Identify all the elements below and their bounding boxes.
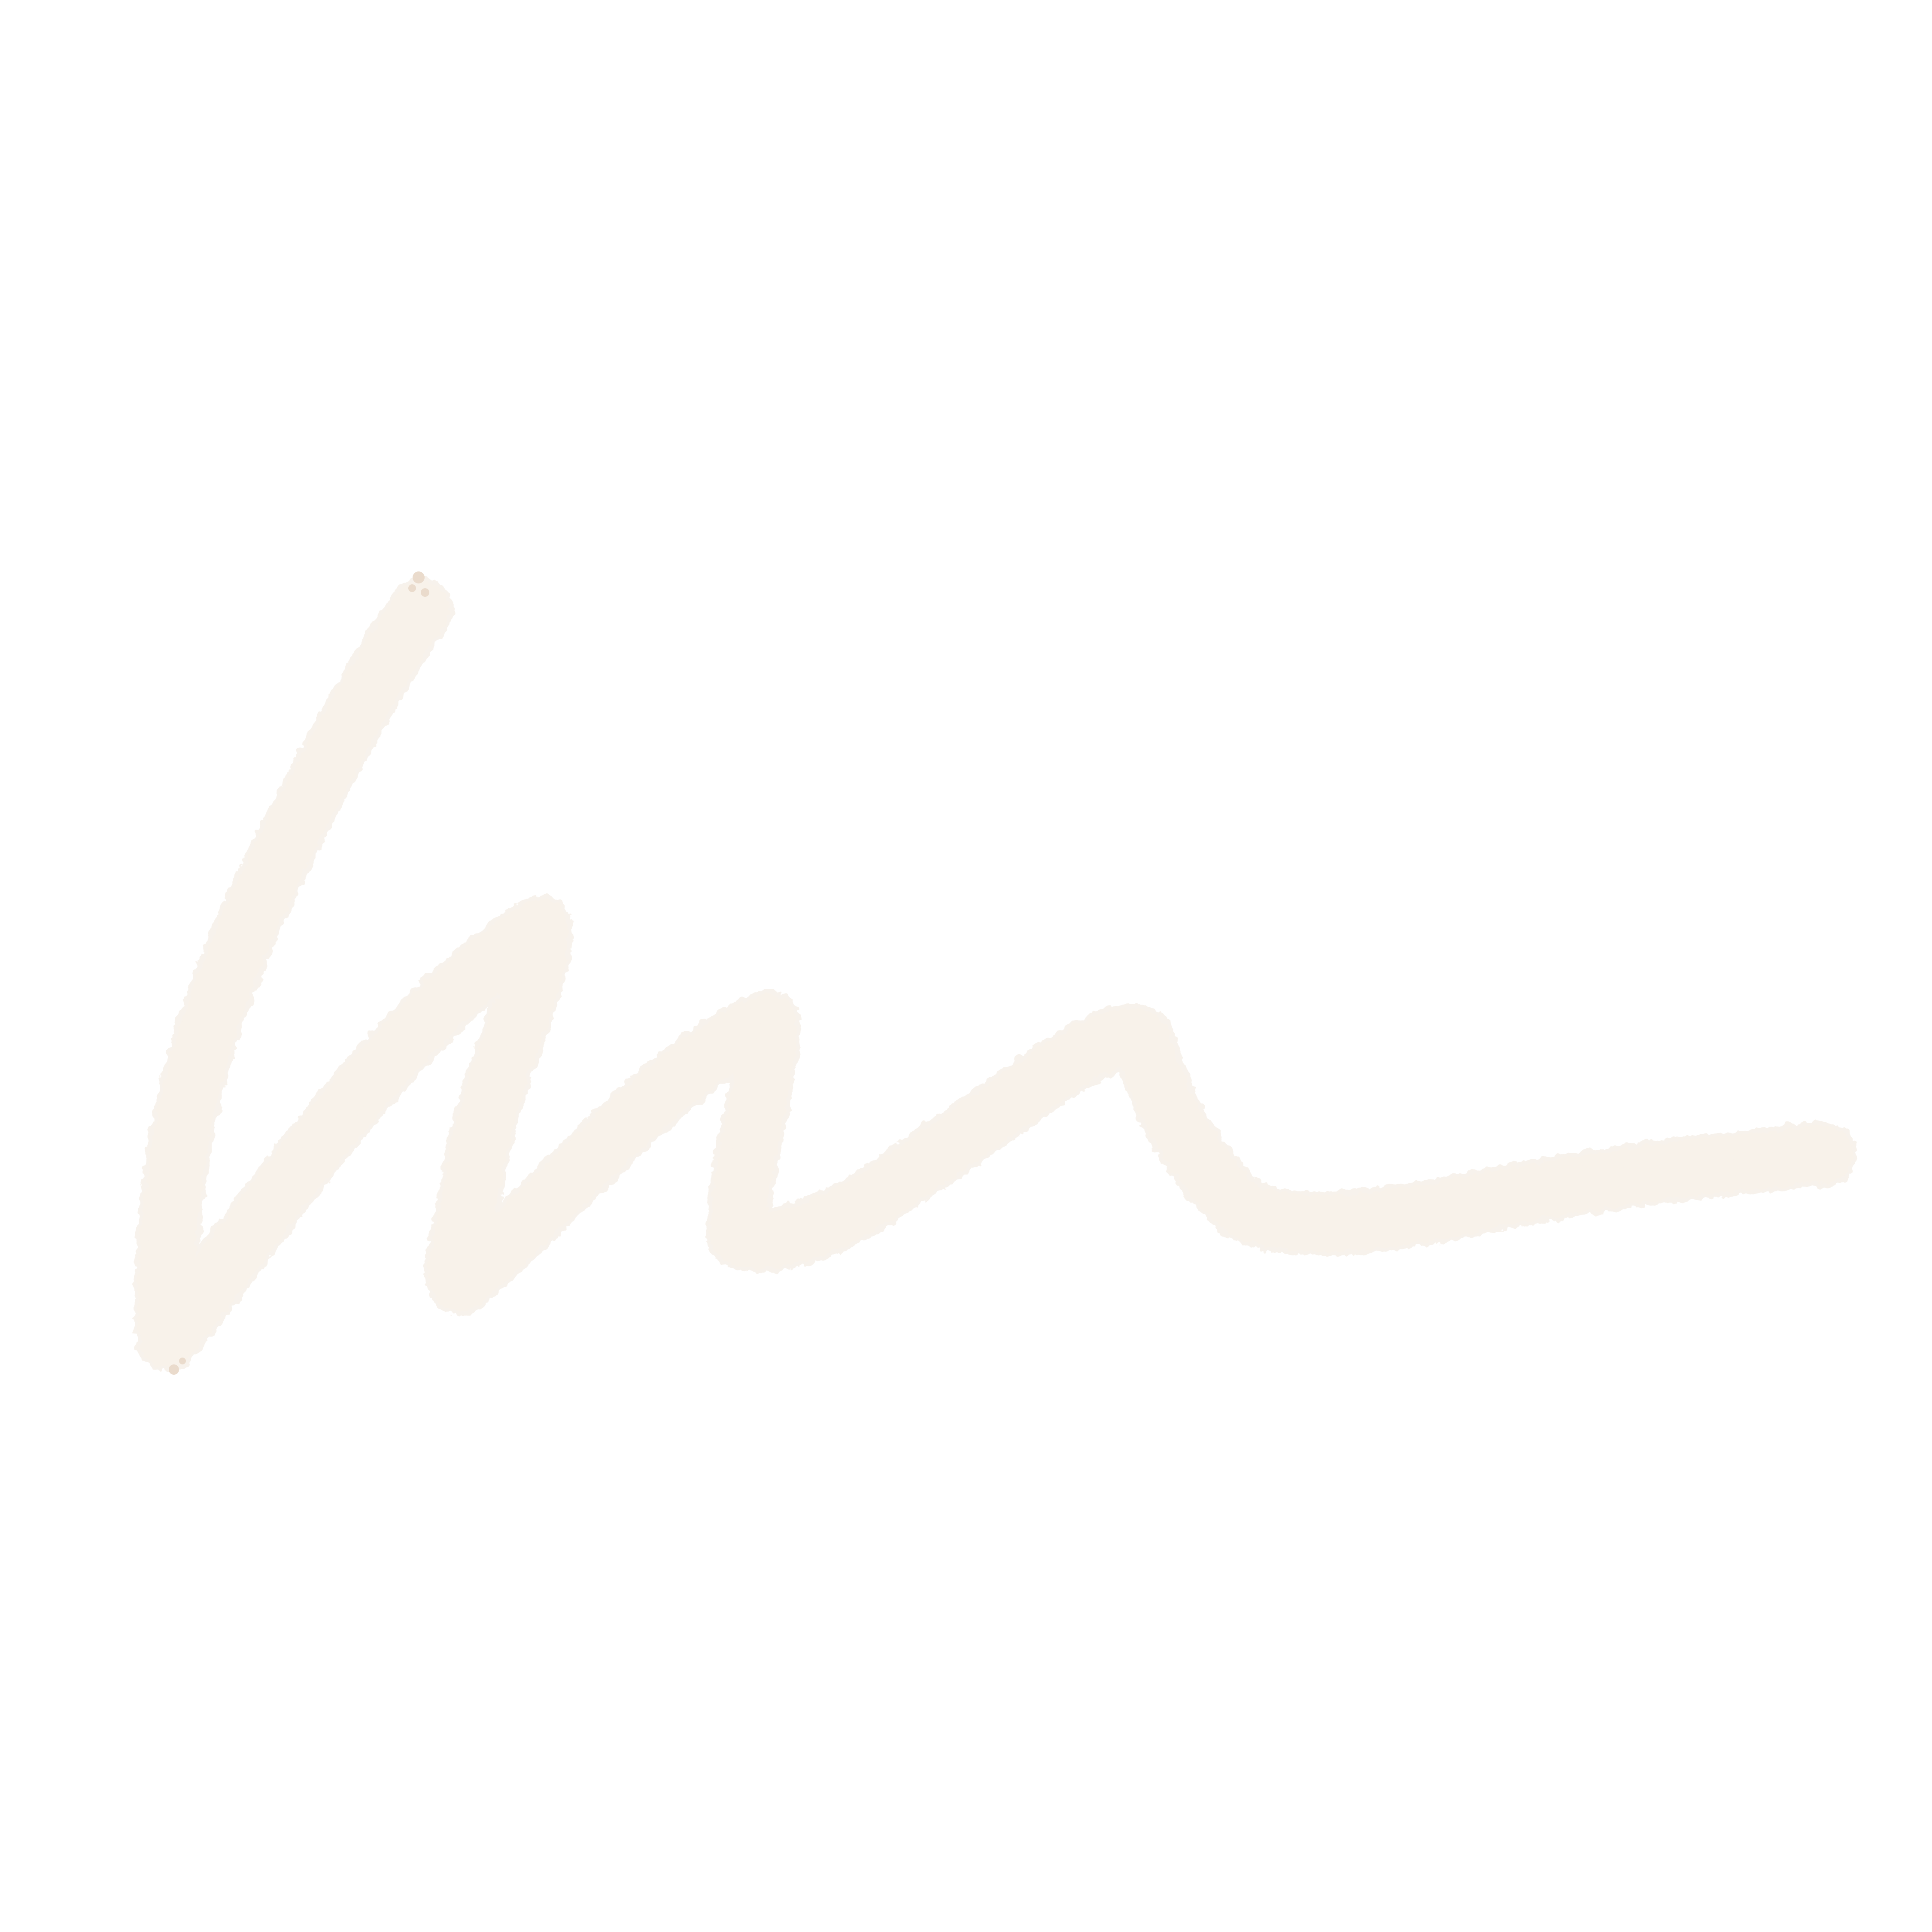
speck-top — [421, 588, 429, 597]
speck-top — [413, 571, 425, 583]
speck-bottom — [169, 1364, 179, 1375]
speck-top — [408, 584, 416, 592]
speck-bottom — [179, 1358, 186, 1364]
